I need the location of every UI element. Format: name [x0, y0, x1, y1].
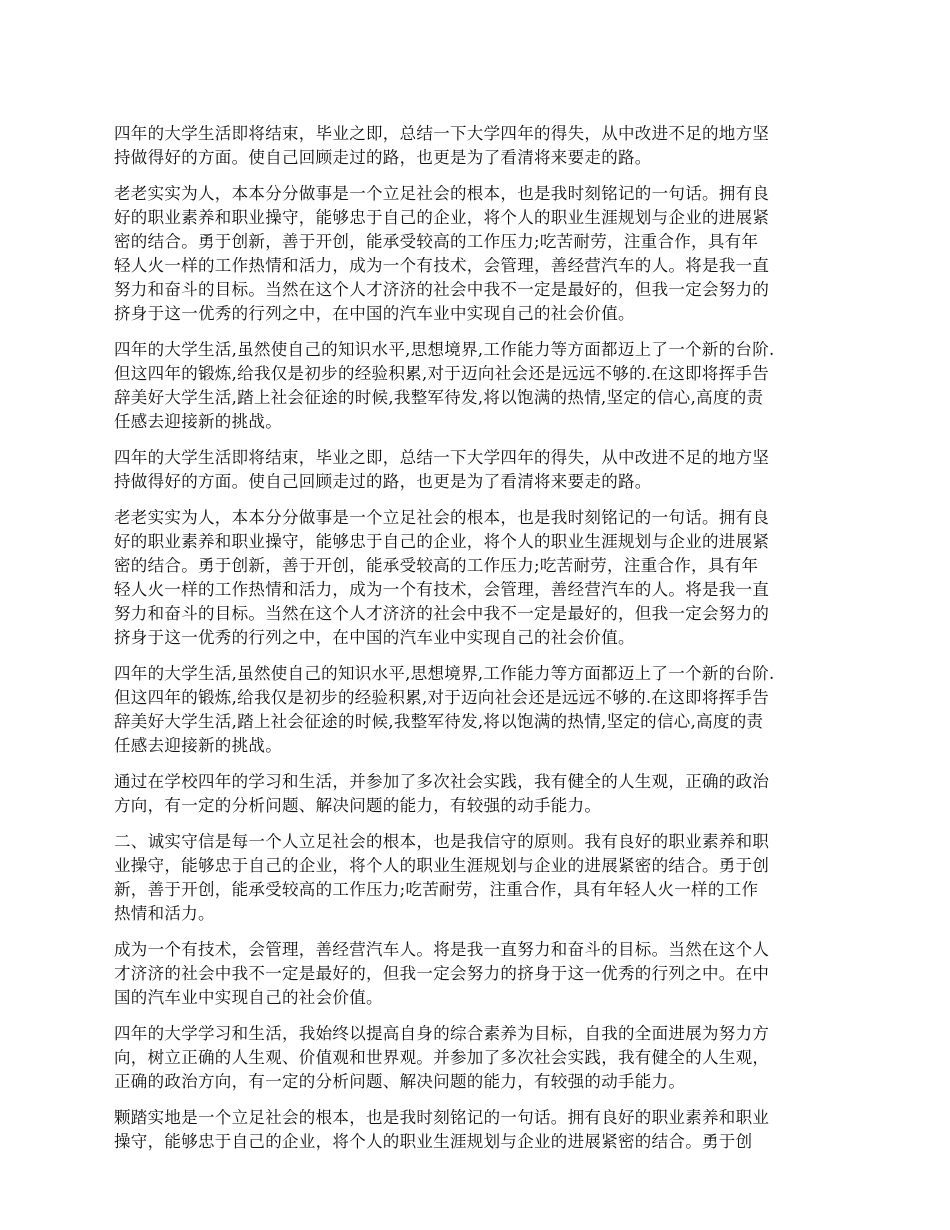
- paragraph-line: 操守，能够忠于自己的企业，将个人的职业生涯规划与企业的进展紧密的结合。勇于创: [114, 1132, 753, 1151]
- paragraph-line: 成为一个有技术，会管理，善经营汽车人。将是我一直努力和奋斗的目标。当然在这个人: [114, 940, 770, 959]
- paragraph-line: 任感去迎接新的挑战。: [114, 412, 282, 431]
- paragraph-line: 业操守，能够忠于自己的企业，将个人的职业生涯规划与企业的进展紧密的结合。勇于创: [114, 856, 770, 875]
- paragraph-line: 方向，有一定的分析问题、解决问题的能力，有较强的动手能力。: [114, 796, 602, 815]
- paragraph-line: 轻人火一样的工作热情和活力，成为一个有技术，会管理，善经营汽车的人。将是我一直: [114, 580, 770, 599]
- paragraph-line: 努力和奋斗的目标。当然在这个人才济济的社会中我不一定是最好的，但我一定会努力的: [114, 604, 770, 623]
- paragraph-line: 四年的大学生活,虽然使自己的知识水平,思想境界,工作能力等方面都迈上了一个新的台阶.: [114, 664, 775, 683]
- paragraph-line: 四年的大学生活即将结束，毕业之即，总结一下大学四年的得失，从中改进不足的地方坚: [114, 448, 770, 467]
- paragraph: [114, 938, 840, 1010]
- paragraph: [114, 1106, 840, 1154]
- paragraph-line: 持做得好的方面。使自己回顾走过的路，也更是为了看清将来要走的路。: [114, 472, 652, 491]
- paragraph-line: 四年的大学学习和生活，我始终以提高自身的综合素养为目标，自我的全面进展为努力方: [114, 1024, 770, 1043]
- paragraph: [114, 506, 840, 650]
- paragraph-line: 老老实实为人，本本分分做事是一个立足社会的根本，也是我时刻铭记的一句话。拥有良: [114, 508, 770, 527]
- paragraph: [114, 770, 840, 818]
- paragraph: [114, 182, 840, 326]
- paragraph-line: 国的汽车业中实现自己的社会价值。: [114, 988, 383, 1007]
- document-body: [114, 122, 840, 1166]
- paragraph-line: 但这四年的锻炼,给我仅是初步的经验积累,对于迈向社会还是远远不够的.在这即将挥手告: [114, 688, 770, 707]
- paragraph-line: 努力和奋斗的目标。当然在这个人才济济的社会中我不一定是最好的，但我一定会努力的: [114, 280, 770, 299]
- paragraph: [114, 122, 840, 170]
- paragraph: [114, 446, 840, 494]
- paragraph-line: 向，树立正确的人生观、价值观和世界观。并参加了多次社会实践，我有健全的人生观，: [114, 1048, 770, 1067]
- paragraph-line: 密的结合。勇于创新，善于开创，能承受较高的工作压力;吃苦耐劳，注重合作，具有年: [114, 556, 759, 575]
- paragraph-line: 辞美好大学生活,踏上社会征途的时候,我整军待发,将以饱满的热情,坚定的信心,高度的责: [114, 388, 764, 407]
- paragraph-line: 热情和活力。: [114, 904, 215, 923]
- paragraph: [114, 1022, 840, 1094]
- paragraph: [114, 338, 840, 434]
- paragraph-line: 老老实实为人，本本分分做事是一个立足社会的根本，也是我时刻铭记的一句话。拥有良: [114, 184, 770, 203]
- paragraph-line: 轻人火一样的工作热情和活力，成为一个有技术，会管理，善经营汽车的人。将是我一直: [114, 256, 770, 275]
- paragraph-line: 挤身于这一优秀的行列之中，在中国的汽车业中实现自己的社会价值。: [114, 628, 635, 647]
- paragraph-line: 任感去迎接新的挑战。: [114, 736, 282, 755]
- paragraph-line: 通过在学校四年的学习和生活，并参加了多次社会实践，我有健全的人生观，正确的政治: [114, 772, 770, 791]
- paragraph-line: 但这四年的锻炼,给我仅是初步的经验积累,对于迈向社会还是远远不够的.在这即将挥手告: [114, 364, 770, 383]
- paragraph-line: 正确的政治方向，有一定的分析问题、解决问题的能力，有较强的动手能力。: [114, 1072, 686, 1091]
- paragraph-line: 好的职业素养和职业操守，能够忠于自己的企业，将个人的职业生涯规划与企业的进展紧: [114, 208, 770, 227]
- paragraph-line: 才济济的社会中我不一定是最好的，但我一定会努力的挤身于这一优秀的行列之中。在中: [114, 964, 770, 983]
- paragraph-line: 新，善于开创，能承受较高的工作压力;吃苦耐劳，注重合作，具有年轻人火一样的工作: [114, 880, 759, 899]
- paragraph-line: 辞美好大学生活,踏上社会征途的时候,我整军待发,将以饱满的热情,坚定的信心,高度的责: [114, 712, 764, 731]
- paragraph-line: 好的职业素养和职业操守，能够忠于自己的企业，将个人的职业生涯规划与企业的进展紧: [114, 532, 770, 551]
- paragraph-line: 二、诚实守信是每一个人立足社会的根本，也是我信守的原则。我有良好的职业素养和职: [114, 832, 770, 851]
- paragraph: [114, 662, 840, 758]
- paragraph-line: 四年的大学生活即将结束，毕业之即，总结一下大学四年的得失，从中改进不足的地方坚: [114, 124, 770, 143]
- paragraph-line: 持做得好的方面。使自己回顾走过的路，也更是为了看清将来要走的路。: [114, 148, 652, 167]
- paragraph: [114, 830, 840, 926]
- paragraph-line: 挤身于这一优秀的行列之中，在中国的汽车业中实现自己的社会价值。: [114, 304, 635, 323]
- paragraph-line: 四年的大学生活,虽然使自己的知识水平,思想境界,工作能力等方面都迈上了一个新的台阶.: [114, 340, 775, 359]
- paragraph-line: 颗踏实地是一个立足社会的根本，也是我时刻铭记的一句话。拥有良好的职业素养和职业: [114, 1108, 770, 1127]
- paragraph-line: 密的结合。勇于创新，善于开创，能承受较高的工作压力;吃苦耐劳，注重合作，具有年: [114, 232, 759, 251]
